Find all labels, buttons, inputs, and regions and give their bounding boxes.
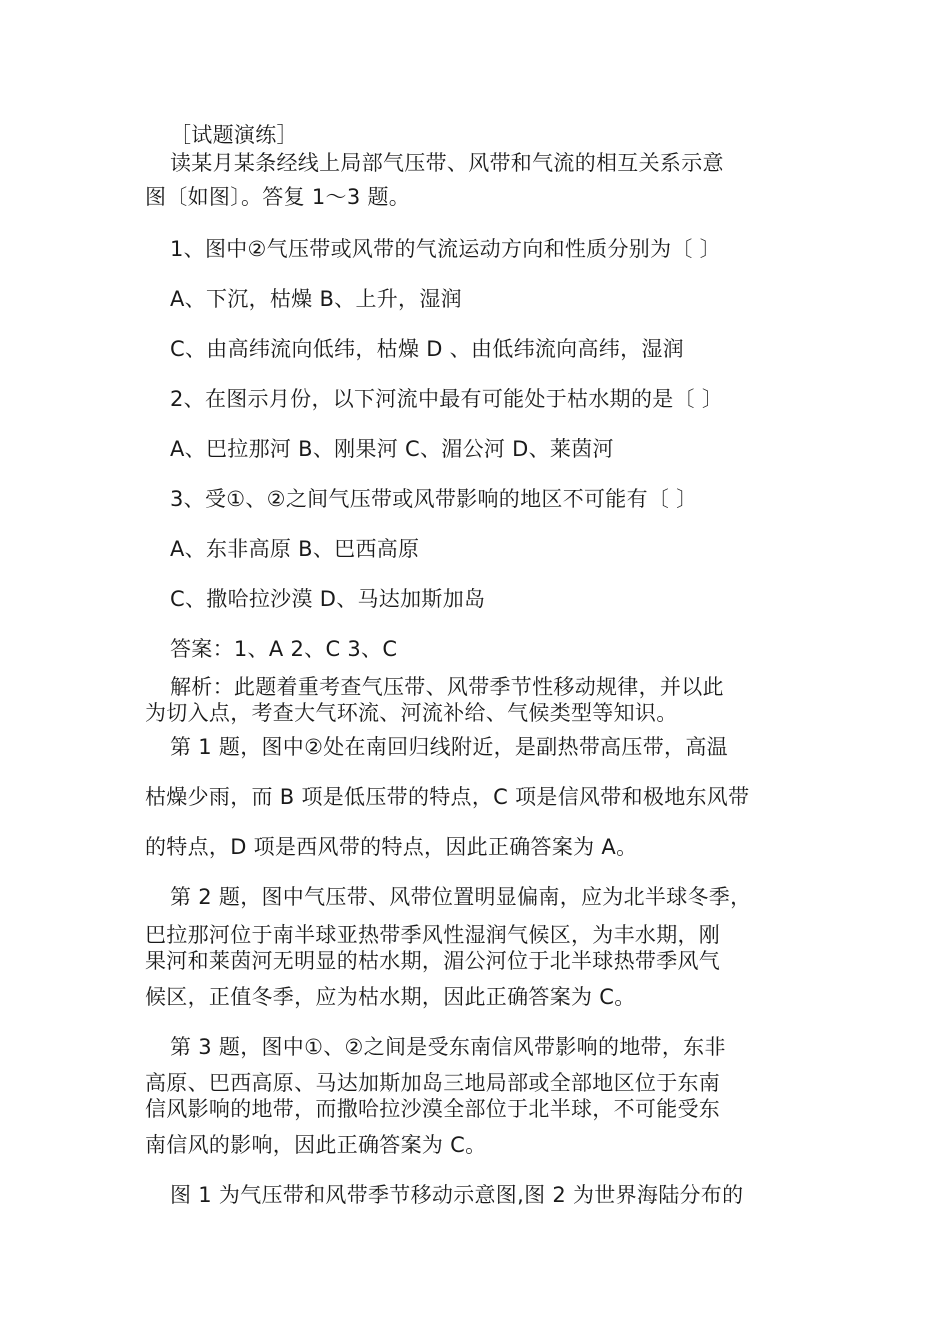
explanation-1-line-3: 的特点，D 项是西风带的特点，因此正确答案为 A。 xyxy=(145,835,638,859)
question-1-options-ab: A、下沉，枯燥 B、上升，湿润 xyxy=(170,287,462,311)
explanation-1-line-1: 第 1 题，图中②处在南回归线附近，是副热带高压带，高温 xyxy=(170,735,728,759)
intro-line-1: 读某月某条经线上局部气压带、风带和气流的相互关系示意 xyxy=(170,151,724,175)
question-1-stem: 1、图中②气压带或风带的气流运动方向和性质分别为〔 〕 xyxy=(170,237,721,261)
explanation-2-line-2: 巴拉那河位于南半球亚热带季风性湿润气候区，为丰水期，刚 xyxy=(145,923,721,947)
answer-line: 答案：1、A 2、C 3、C xyxy=(170,637,398,661)
question-2-options: A、巴拉那河 B、刚果河 C、湄公河 D、莱茵河 xyxy=(170,437,614,461)
explanation-2-line-1: 第 2 题，图中气压带、风带位置明显偏南，应为北半球冬季， xyxy=(170,885,752,909)
analysis-line-1: 解析：此题着重考查气压带、风带季节性移动规律，并以此 xyxy=(170,675,724,699)
question-3-stem: 3、受①、②之间气压带或风带影响的地区不可能有〔 〕 xyxy=(170,487,698,511)
question-3-options-ab: A、东非高原 B、巴西高原 xyxy=(170,537,420,561)
explanation-3-line-4: 南信风的影响，因此正确答案为 C。 xyxy=(145,1133,487,1157)
analysis-line-2: 为切入点，考查大气环流、河流补给、气候类型等知识。 xyxy=(145,701,678,725)
question-3-options-cd: C、撒哈拉沙漠 D、马达加斯加岛 xyxy=(170,587,486,611)
section-heading: ［试题演练］ xyxy=(170,123,298,147)
explanation-3-line-2: 高原、巴西高原、马达加斯加岛三地局部或全部地区位于东南 xyxy=(145,1071,721,1095)
explanation-1-line-2: 枯燥少雨，而 B 项是低压带的特点，C 项是信风带和极地东风带 xyxy=(145,785,750,809)
explanation-3-line-1: 第 3 题，图中①、②之间是受东南信风带影响的地带，东非 xyxy=(170,1035,726,1059)
explanation-3-line-3: 信风影响的地带，而撒哈拉沙漠全部位于北半球，不可能受东 xyxy=(145,1097,721,1121)
question-2-stem: 2、在图示月份，以下河流中最有可能处于枯水期的是〔 〕 xyxy=(170,387,724,411)
question-1-options-cd: C、由高纬流向低纬，枯燥 D 、由低纬流向高纬，湿润 xyxy=(170,337,684,361)
next-paragraph-line: 图 1 为气压带和风带季节移动示意图,图 2 为世界海陆分布的 xyxy=(170,1183,744,1207)
explanation-2-line-3: 果河和莱茵河无明显的枯水期，湄公河位于北半球热带季风气 xyxy=(145,949,721,973)
intro-line-2: 图〔如图〕。答复 1～3 题。 xyxy=(145,185,411,209)
explanation-2-line-4: 候区，正值冬季，应为枯水期，因此正确答案为 C。 xyxy=(145,985,636,1009)
